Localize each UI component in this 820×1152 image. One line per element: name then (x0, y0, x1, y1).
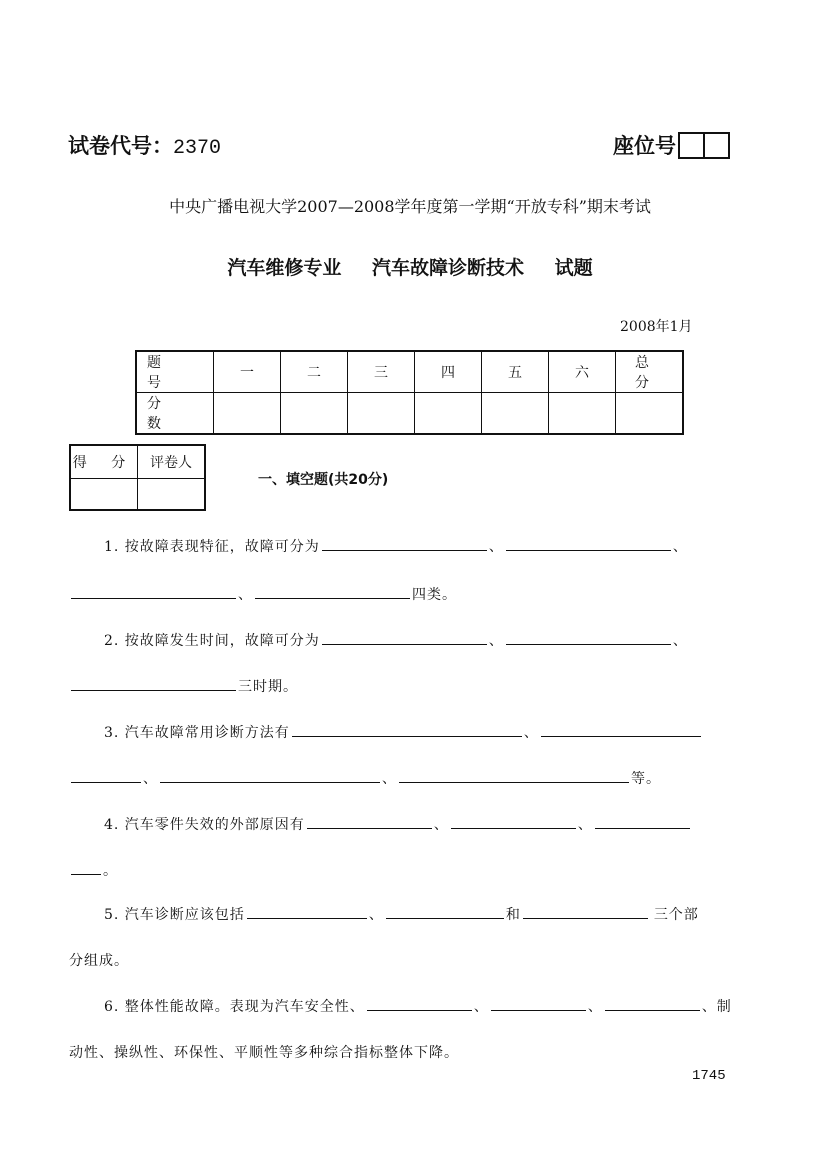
answer-blank[interactable] (322, 630, 487, 645)
answer-blank[interactable] (71, 768, 141, 783)
separator: 、 (587, 999, 603, 1015)
seat-box[interactable] (678, 132, 705, 159)
separator: 、 (143, 771, 158, 787)
score-cell[interactable] (482, 393, 549, 435)
grader-table-header-row (70, 445, 205, 479)
question-6-end: 、制 (701, 999, 732, 1015)
seat-number-boxes (678, 132, 730, 159)
question-4-text: 4. 汽车零件失效的外部原因有 (104, 817, 305, 833)
grader-table-body-row (70, 479, 205, 511)
score-cell[interactable] (214, 393, 281, 435)
grader-score-cell[interactable] (70, 479, 138, 511)
separator: 、 (523, 725, 539, 741)
separator: 、 (382, 771, 397, 787)
subject-title (0, 253, 820, 280)
question-1-line-1 (104, 536, 688, 556)
answer-blank[interactable] (506, 536, 671, 551)
score-col-header: 六 (549, 351, 616, 393)
separator: 、 (473, 999, 489, 1015)
score-col-header: 一 (214, 351, 281, 393)
separator: 、 (238, 587, 253, 603)
answer-blank[interactable] (367, 996, 472, 1011)
section-title: 一、填空题(共20分) (258, 472, 389, 488)
grader-name-cell[interactable] (138, 479, 206, 511)
question-3-text: 3. 汽车故障常用诊断方法有 (104, 725, 290, 741)
question-5-line-1 (104, 904, 699, 924)
separator: 、 (488, 539, 504, 555)
question-5-and: 和 (505, 907, 521, 923)
question-5-end2: 分组成。 (69, 953, 129, 969)
separator: 、 (488, 633, 504, 649)
question-3-line-2 (69, 768, 661, 788)
answer-blank[interactable] (491, 996, 586, 1011)
exam-code-value: 2370 (173, 137, 222, 160)
grader-table (69, 444, 206, 511)
question-4-line-1 (104, 814, 692, 834)
answer-blank[interactable] (307, 814, 432, 829)
question-6-line-2 (69, 1042, 459, 1062)
score-col-header: 三 (348, 351, 415, 393)
question-4-line-2 (69, 860, 118, 880)
seat-number-label: 座位号 (613, 134, 676, 158)
score-cell[interactable] (549, 393, 616, 435)
score-table (135, 350, 684, 435)
question-6-end2: 动性、操纵性、环保性、平顺性等多种综合指标整体下降。 (69, 1045, 459, 1061)
answer-blank[interactable] (523, 904, 648, 919)
exam-code (68, 130, 221, 160)
question-2-line-2 (69, 676, 298, 696)
answer-blank[interactable] (541, 722, 701, 737)
answer-blank[interactable] (399, 768, 629, 783)
question-1-end: 四类。 (412, 587, 457, 603)
question-5-line-2 (69, 950, 129, 970)
grader-name-label: 评卷人 (138, 445, 206, 479)
score-cell-total[interactable] (616, 393, 684, 435)
answer-blank[interactable] (71, 860, 101, 875)
score-col-header: 四 (415, 351, 482, 393)
question-2-end: 三时期。 (238, 679, 298, 695)
question-2-line-1 (104, 630, 688, 650)
question-3-end: 等。 (631, 771, 661, 787)
page-number: 1745 (692, 1068, 726, 1084)
score-col-header: 二 (281, 351, 348, 393)
question-5-text: 5. 汽车诊断应该包括 (104, 907, 245, 923)
grader-score-label: 得 分 (70, 445, 138, 479)
answer-blank[interactable] (605, 996, 700, 1011)
score-table-row1-label: 题 号 (136, 351, 214, 393)
score-col-header: 五 (482, 351, 549, 393)
question-6-text: 6. 整体性能故障。表现为汽车安全性、 (104, 999, 365, 1015)
question-3-line-1 (104, 722, 703, 742)
score-table-row2-label: 分 数 (136, 393, 214, 435)
answer-blank[interactable] (71, 676, 236, 691)
question-4-end: 。 (103, 863, 118, 879)
answer-blank[interactable] (322, 536, 487, 551)
score-cell[interactable] (281, 393, 348, 435)
seat-box[interactable] (705, 132, 730, 159)
score-cell[interactable] (415, 393, 482, 435)
subject-kind: 试题 (554, 257, 593, 279)
separator: 、 (672, 633, 688, 649)
score-table-score-row (136, 393, 683, 435)
answer-blank[interactable] (386, 904, 504, 919)
exam-title: 中央广播电视大学2007—2008学年度第一学期“开放专科”期末考试 (169, 197, 651, 216)
answer-blank[interactable] (255, 584, 410, 599)
question-1-line-2 (69, 584, 457, 604)
exam-code-label: 试卷代号： (68, 134, 173, 158)
separator: 、 (577, 817, 593, 833)
separator: 、 (368, 907, 384, 923)
subject-major: 汽车维修专业 (227, 257, 342, 279)
subject-course: 汽车故障诊断技术 (371, 257, 524, 279)
separator: 、 (433, 817, 449, 833)
answer-blank[interactable] (71, 584, 236, 599)
answer-blank[interactable] (160, 768, 380, 783)
score-col-header-total: 总 分 (616, 351, 684, 393)
exam-date: 2008年1月 (620, 319, 693, 335)
seat-number (613, 130, 730, 160)
answer-blank[interactable] (506, 630, 671, 645)
answer-blank[interactable] (451, 814, 576, 829)
answer-blank[interactable] (247, 904, 367, 919)
question-6-line-1 (104, 996, 732, 1016)
question-2-text: 2. 按故障发生时间，故障可分为 (104, 633, 320, 649)
answer-blank[interactable] (595, 814, 690, 829)
answer-blank[interactable] (292, 722, 522, 737)
score-cell[interactable] (348, 393, 415, 435)
separator: 、 (672, 539, 688, 555)
question-1-text: 1. 按故障表现特征，故障可分为 (104, 539, 320, 555)
question-5-end: 三个部 (653, 907, 699, 923)
score-table-header-row (136, 351, 683, 393)
